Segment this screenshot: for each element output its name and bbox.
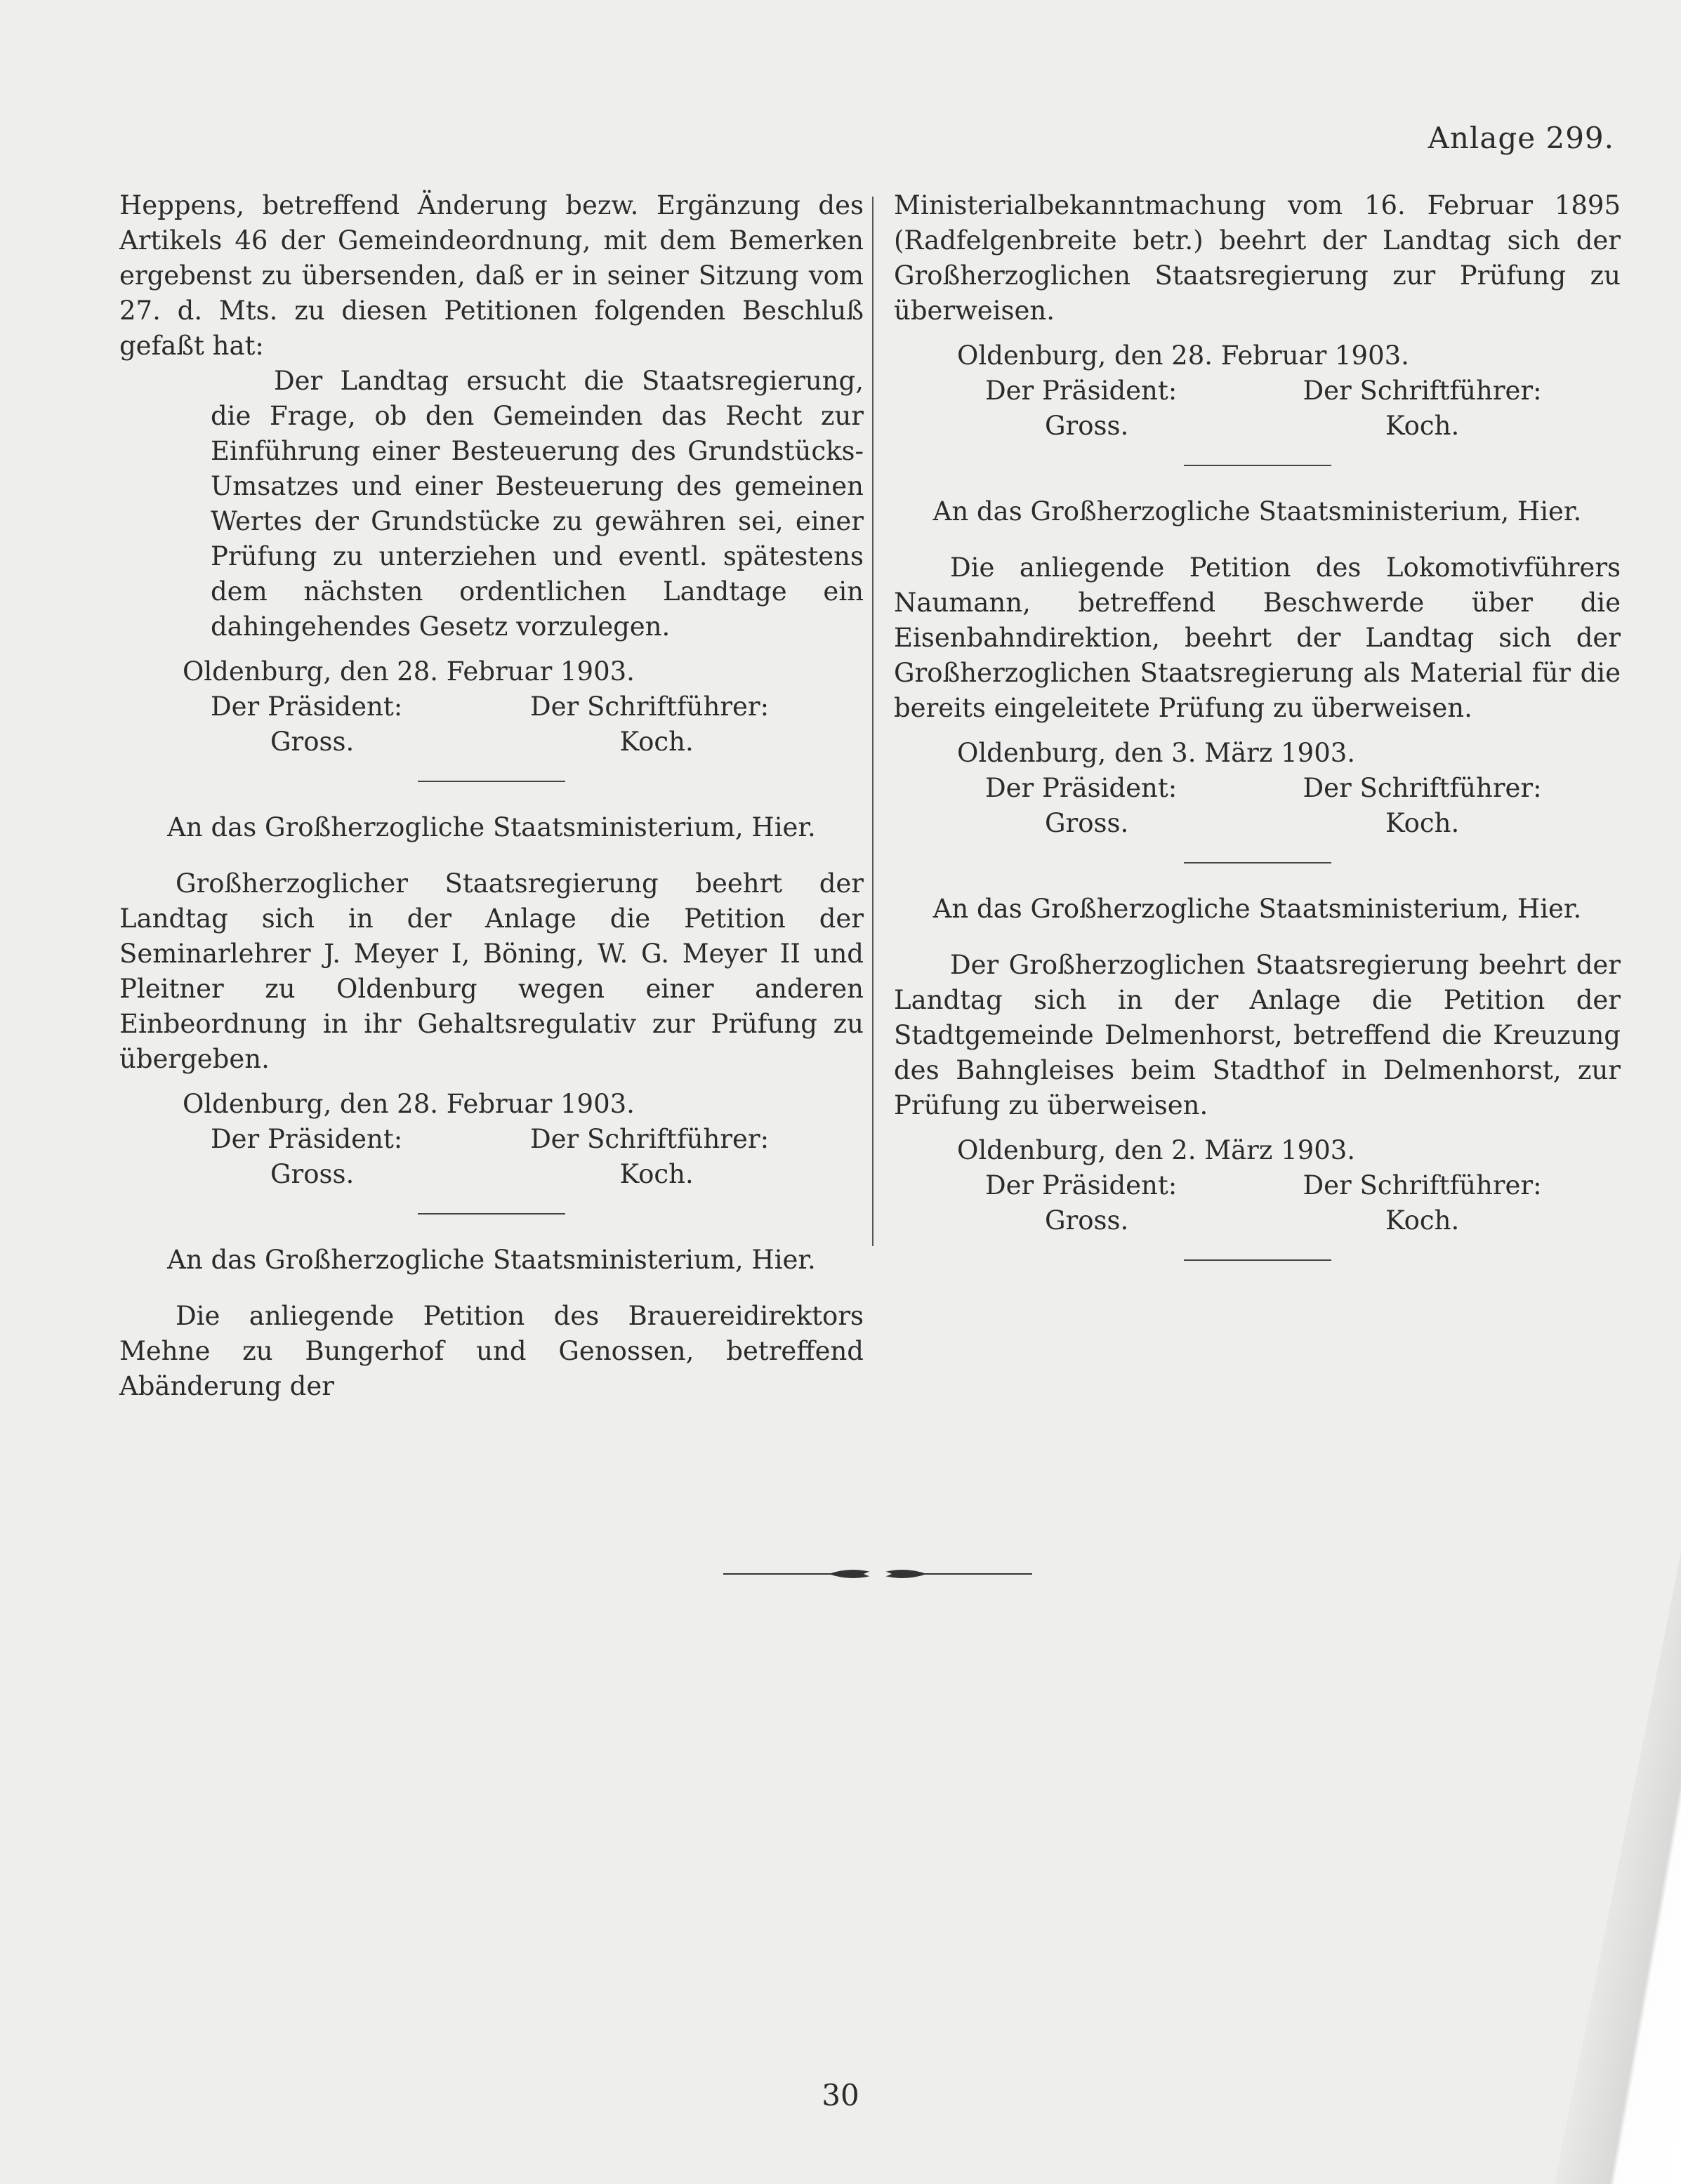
secretary-name: Koch. [619,1159,694,1189]
president-label: Der Präsident: [985,773,1178,803]
secretary-name: Koch. [1385,411,1460,441]
president-label: Der Präsident: [211,1124,403,1154]
president-label: Der Präsident: [211,691,403,722]
body-paragraph: Großherzoglicher Staatsregierung beehrt der Landtag sich in der Anlage die Petition der Seminarlehrer J. Meyer I, Böning, W. G. Meyer II und Pleitner zu Oldenburg wegen einer anderen Einbeordnung in ihr Gehaltsregulativ zur Prüfung zu übergeben. [119,868,864,1074]
signature-labels [894,771,1621,806]
signature-names [894,1203,1621,1238]
page-number: 30 [822,2078,859,2112]
date-line: Oldenburg, den 28. Februar 1903. [183,1089,635,1119]
secretary-label: Der Schriftführer: [1303,376,1542,406]
body-paragraph: Die anliegende Petition des Lokomotivführers Naumann, betreffend Beschwerde über die Eisenbahndirektion, beehrt der Landtag sich der Großherzoglichen Staatsregierung als Material für die bereits eingeleitete Prüfung zu überweisen. [894,552,1621,723]
left-column [119,188,864,1404]
signature-labels [894,1168,1621,1203]
body-paragraph-continued: Ministerialbekanntmachung vom 16. Februar 1895 (Radfelgenbreite betr.) beehrt der Landtag sich der Großherzoglichen Staatsregierung zur Prüfung zu überweisen. [894,190,1621,326]
signature-labels [894,373,1621,409]
intro-paragraph: Heppens, betreffend Änderung bezw. Ergänzung des Artikels 46 der Gemeindeordnung, mit dem Bemerken ergebenst zu übersenden, daß er in seiner Sitzung vom 27. d. Mts. zu diesen Petitionen folgenden Beschluß gefaßt hat: [119,190,864,361]
section-divider [1184,465,1331,466]
secretary-label: Der Schriftführer: [530,1124,770,1154]
secretary-label: Der Schriftführer: [1303,773,1542,803]
president-name: Gross. [1045,1205,1129,1236]
president-name: Gross. [270,1159,355,1189]
president-name: Gross. [270,727,355,757]
section-divider [418,1213,565,1215]
right-column [894,188,1621,1289]
section-divider [418,781,565,782]
secretary-name: Koch. [1385,1205,1460,1236]
column-divider [872,197,874,1246]
date-line: Oldenburg, den 3. März 1903. [957,738,1356,768]
secretary-name: Koch. [1385,808,1460,838]
body-paragraph: Die anliegende Petition des Brauereidirektors Mehne zu Bungerhof und Genossen, betreffend Abänderung der [119,1301,864,1401]
signature-labels [119,689,864,724]
signature-names [894,806,1621,841]
signature-labels [119,1122,864,1157]
address-line: An das Großherzogliche Staatsministerium, Hier. [167,812,816,842]
section-divider [1184,862,1331,863]
resolution-quote: Der Landtag ersucht die Staatsregierung, die Frage, ob den Gemeinden das Recht zur Einführung einer Besteuerung des Grundstücks-Umsatzes und einer Besteuerung des gemeinen Wertes der Grundstücke zu gewähren sei, einer Prüfung zu unterziehen und eventl. spätestens dem nächsten ordentlichen Landtage ein dahingehendes Gesetz vorzulegen. [211,366,864,642]
president-label: Der Präsident: [985,376,1178,406]
president-name: Gross. [1045,808,1129,838]
president-label: Der Präsident: [985,1170,1178,1200]
secretary-name: Koch. [619,727,694,757]
secretary-label: Der Schriftführer: [530,691,770,722]
date-line: Oldenburg, den 28. Februar 1903. [183,656,635,687]
address-line: An das Großherzogliche Staatsministerium, Hier. [932,496,1582,527]
signature-names [894,409,1621,444]
signature-names [119,1157,864,1192]
secretary-label: Der Schriftführer: [1303,1170,1542,1200]
date-line: Oldenburg, den 28. Februar 1903. [957,340,1409,371]
section-divider [1184,1259,1331,1261]
ornamental-rule-icon [723,1562,1032,1586]
appendix-header: Anlage 299. [1428,121,1614,155]
body-paragraph: Der Großherzoglichen Staatsregierung beehrt der Landtag sich in der Anlage die Petition der Stadtgemeinde Delmenhorst, betreffend die Kreuzung des Bahngleises beim Stadthof in Delmenhorst, zur Prüfung zu überweisen. [894,950,1621,1120]
address-line: An das Großherzogliche Staatsministerium, Hier. [932,894,1582,924]
address-line: An das Großherzogliche Staatsministerium, Hier. [167,1245,816,1275]
date-line: Oldenburg, den 2. März 1903. [957,1135,1356,1165]
signature-names [119,724,864,760]
president-name: Gross. [1045,411,1129,441]
